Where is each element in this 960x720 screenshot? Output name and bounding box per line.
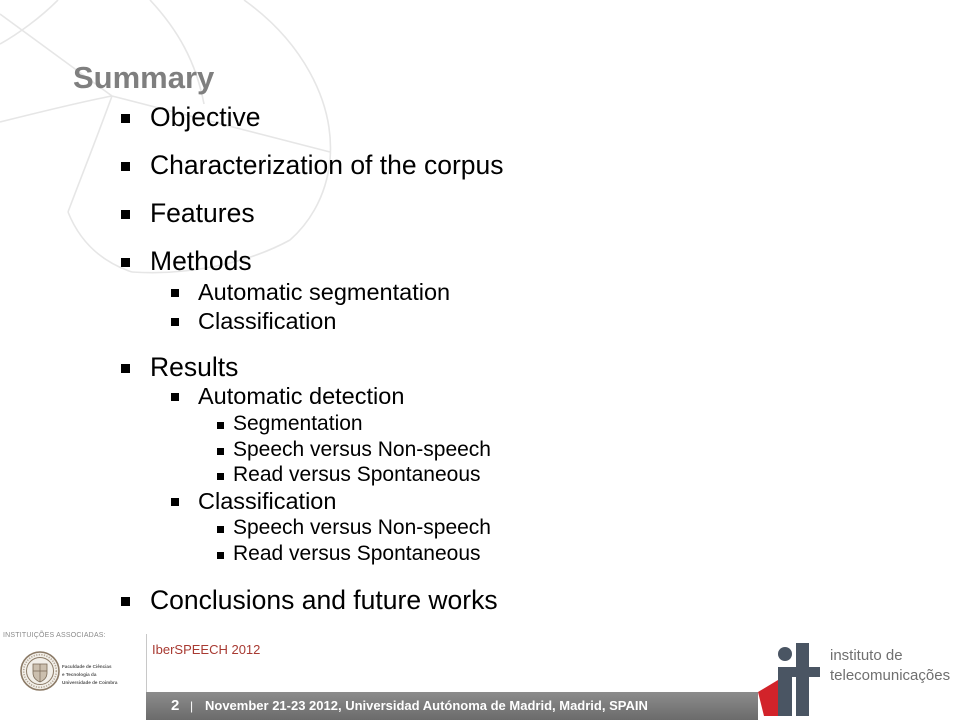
square-bullet-icon: [217, 473, 224, 480]
outline-item-label: Conclusions and future works: [150, 584, 498, 615]
outline-item-label: Objective: [150, 101, 261, 132]
slide-title: Summary: [73, 60, 215, 95]
outline-subsubitem: [217, 411, 363, 437]
event-info: November 21-23 2012, Universidad Autónoma de Madrid, Madrid, SPAIN: [205, 698, 648, 713]
square-bullet-icon: [217, 422, 224, 429]
outline-subitem-label: Automatic segmentation: [198, 278, 451, 305]
outline-subitem-label: Classification: [198, 487, 337, 514]
footer-separator: |: [190, 699, 194, 713]
university-name-line: Universidade de Coimbra: [62, 680, 118, 685]
institute-name: [830, 646, 950, 686]
square-bullet-icon: [171, 289, 179, 297]
associated-institutions-label: INSTITUIÇÕES ASSOCIADAS:: [3, 632, 106, 639]
outline-subsubitem-label: Segmentation: [233, 412, 363, 435]
outline-subsubitem-label: Read versus Spontaneous: [233, 463, 481, 486]
square-bullet-icon: [121, 162, 130, 171]
university-name: [62, 663, 117, 687]
outline-subitem: [171, 487, 336, 515]
outline-subsubitem: [217, 515, 491, 541]
it-logo-icon: [756, 640, 822, 718]
outline-subsubitem-label: Speech versus Non-speech: [233, 516, 491, 539]
outline-subitem: [171, 382, 404, 410]
square-bullet-icon: [121, 597, 130, 606]
outline-item: [121, 584, 498, 616]
square-bullet-icon: [217, 552, 224, 559]
university-name-line: Faculdade de Ciências: [62, 664, 112, 669]
outline-item-label: Methods: [150, 245, 252, 276]
outline-item: [121, 149, 504, 181]
outline-item-label: Features: [150, 197, 255, 228]
outline-subitem-label: Classification: [198, 307, 337, 334]
square-bullet-icon: [171, 393, 179, 401]
institute-name-line: instituto de: [830, 647, 903, 664]
square-bullet-icon: [217, 448, 224, 455]
outline-subitem: [171, 307, 336, 335]
outline-item-label: Characterization of the corpus: [150, 149, 504, 180]
outline-subsubitem: [217, 541, 481, 567]
outline-item: [121, 197, 255, 229]
outline-subsubitem-label: Read versus Spontaneous: [233, 542, 481, 565]
outline-subitem: [171, 278, 450, 306]
square-bullet-icon: [121, 258, 130, 267]
square-bullet-icon: [121, 210, 130, 219]
outline-subsubitem: [217, 437, 491, 463]
footer-bar: [146, 692, 758, 720]
outline-item: [121, 101, 260, 133]
outline-item: [121, 245, 252, 277]
outline-subitem-label: Automatic detection: [198, 382, 405, 409]
page-number: 2: [171, 697, 180, 714]
conference-name: IberSPEECH 2012: [152, 642, 261, 657]
square-bullet-icon: [171, 318, 179, 326]
square-bullet-icon: [121, 114, 130, 123]
footer-divider: [146, 634, 147, 692]
square-bullet-icon: [217, 526, 224, 533]
outline-item-label: Results: [150, 351, 239, 382]
outline-item: [121, 351, 238, 383]
square-bullet-icon: [121, 364, 130, 373]
university-seal-icon: [19, 649, 61, 693]
outline-subsubitem-label: Speech versus Non-speech: [233, 438, 491, 461]
institute-name-line: telecomunicações: [830, 667, 951, 684]
square-bullet-icon: [171, 498, 179, 506]
university-name-line: e Tecnologia da: [62, 672, 97, 677]
outline-subsubitem: [217, 462, 481, 488]
